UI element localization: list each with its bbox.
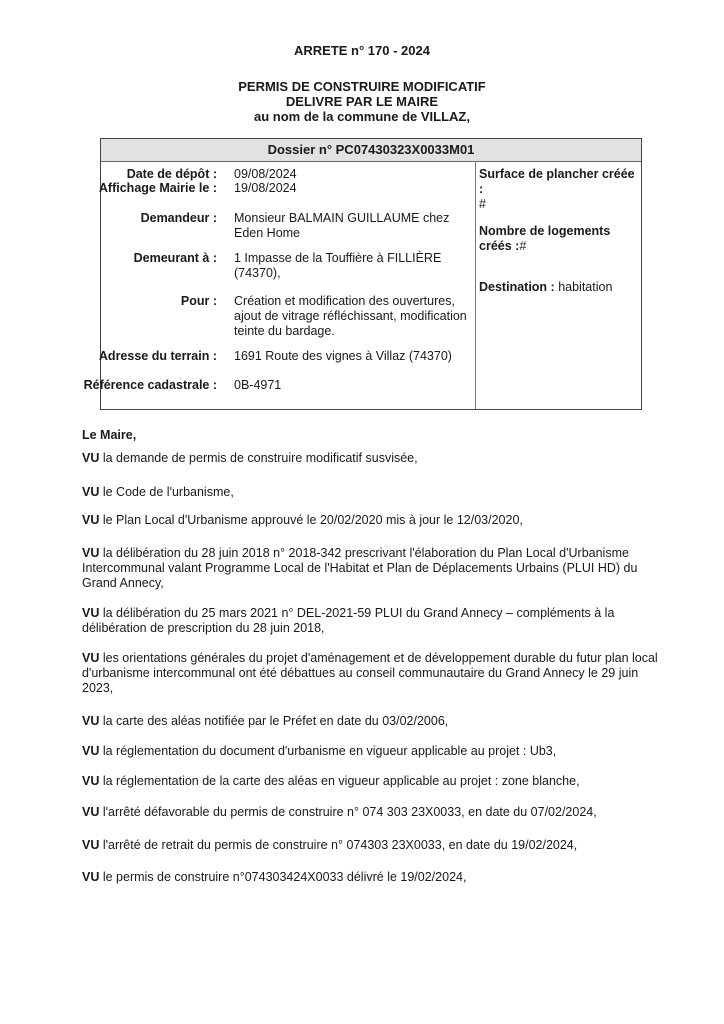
vu-text: l'arrêté défavorable du permis de construire n° 074 303 23X0033, en date du 07/02/2024, <box>102 805 597 819</box>
vu-keyword: VU <box>82 838 100 852</box>
vu-paragraph <box>82 606 672 636</box>
adresse-label: Adresse du terrain : <box>98 349 217 363</box>
logements-value: # <box>519 239 527 253</box>
destination-block <box>479 280 639 295</box>
vu-text: la réglementation du document d'urbanisme en vigueur applicable au projet : Ub3, <box>102 744 557 758</box>
vu-keyword: VU <box>82 451 100 465</box>
demeurant-label: Demeurant à : <box>133 251 217 265</box>
surface-value: # <box>479 197 486 211</box>
vu-text: la demande de permis de construire modificatif susvisée, <box>102 451 418 465</box>
dossier-heading: Dossier n° PC07430323X0033M01 <box>101 139 641 162</box>
surface-label: Surface de plancher créée : <box>479 167 635 196</box>
vu-keyword: VU <box>82 513 100 527</box>
dossier-box <box>83 138 642 410</box>
affichage-value: 19/08/2024 <box>234 181 297 195</box>
vu-paragraph <box>82 870 672 885</box>
demandeur-value: Monsieur BALMAIN GUILLAUME chez Eden Home <box>234 211 450 240</box>
reference-label: Référence cadastrale : <box>83 378 217 392</box>
vu-paragraph <box>82 744 672 759</box>
vu-keyword: VU <box>82 714 100 728</box>
commune-line: au nom de la commune de VILLAZ, <box>254 109 470 124</box>
maire-heading: Le Maire, <box>82 428 137 442</box>
reference-value: 0B-4971 <box>234 378 282 392</box>
pour-value: Création et modification des ouvertures, ajout de vitrage réfléchissant, modification teinte du bardage. <box>234 294 467 338</box>
vu-paragraph <box>82 838 672 853</box>
arrete-title: ARRETE n° 170 - 2024 <box>294 43 430 58</box>
pour-label: Pour : <box>180 294 217 308</box>
adresse-value: 1691 Route des vignes à Villaz (74370) <box>234 349 452 363</box>
vu-keyword: VU <box>82 744 100 758</box>
vu-paragraph <box>82 485 672 500</box>
vu-text: la réglementation de la carte des aléas en vigueur applicable au projet : zone blanche, <box>102 774 580 788</box>
demandeur-label: Demandeur : <box>140 211 217 225</box>
vu-text: la carte des aléas notifiée par le Préfet en date du 03/02/2006, <box>102 714 449 728</box>
vu-keyword: VU <box>82 651 100 665</box>
vu-paragraph <box>82 651 672 696</box>
vu-keyword: VU <box>82 485 100 499</box>
vu-paragraph <box>82 805 672 820</box>
depot-label: Date de dépôt : <box>126 167 217 181</box>
destination-label: Destination : <box>479 280 555 294</box>
vu-text: le Code de l'urbanisme, <box>102 485 234 499</box>
affichage-label: Affichage Mairie le : <box>98 181 217 195</box>
vu-text: le permis de construire n°074303424X0033 délivré le 19/02/2024, <box>102 870 467 884</box>
destination-value: habitation <box>558 280 613 294</box>
vu-text: la délibération du 28 juin 2018 n° 2018-342 prescrivant l'élaboration du Plan Local d'Urbanisme Intercommunal valant Programme Local de l'Habitat et Plan de Déplacements Urbains (PLUI HD) du Grand Annecy, <box>82 546 638 590</box>
vu-keyword: VU <box>82 870 100 884</box>
vu-keyword: VU <box>82 774 100 788</box>
column-divider <box>475 161 476 409</box>
vu-paragraph <box>82 714 672 729</box>
vu-paragraph <box>82 774 672 789</box>
vu-text: les orientations générales du projet d'aménagement et de développement durable du futur plan local d'urbanisme intercommunal ont été débattues au conseil communautaire du Grand Annecy le 29 juin 2023, <box>82 651 658 695</box>
issuer-line: DELIVRE PAR LE MAIRE <box>285 94 439 109</box>
vu-text: la délibération du 25 mars 2021 n° DEL-2021-59 PLUI du Grand Annecy – compléments à la délibération de prescription du 28 juin 2018, <box>82 606 615 635</box>
permit-title: PERMIS DE CONSTRUIRE MODIFICATIF <box>238 79 486 94</box>
vu-keyword: VU <box>82 606 100 620</box>
logements-label: Nombre de logements créés : <box>479 224 611 253</box>
vu-keyword: VU <box>82 805 100 819</box>
vu-paragraph <box>82 451 672 466</box>
vu-keyword: VU <box>82 546 100 560</box>
vu-text: l'arrêté de retrait du permis de construire n° 074303 23X0033, en date du 19/02/2024, <box>102 838 578 852</box>
vu-paragraph <box>82 546 672 591</box>
demeurant-value: 1 Impasse de la Touffière à FILLIÈRE (74370), <box>234 251 442 280</box>
vu-paragraph <box>82 513 672 528</box>
depot-value: 09/08/2024 <box>234 167 297 181</box>
surface-block <box>479 167 639 212</box>
logements-block <box>479 224 639 254</box>
vu-text: le Plan Local d'Urbanisme approuvé le 20/02/2020 mis à jour le 12/03/2020, <box>102 513 523 527</box>
